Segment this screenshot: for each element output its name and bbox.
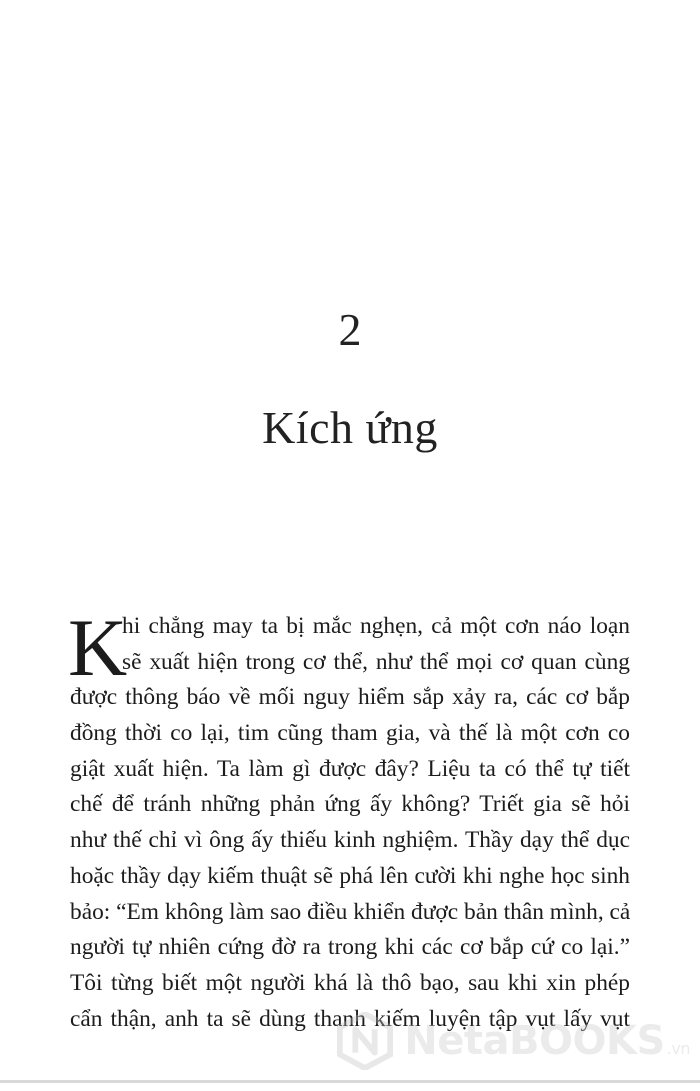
netabooks-logo-icon	[336, 1012, 394, 1070]
watermark	[336, 1010, 690, 1072]
chapter-body	[68, 602, 631, 1037]
chapter-title: Kích ứng	[262, 402, 438, 453]
body-line: như thế chỉ vì ông ấy thiếu kinh nghiệm. Thầy dạy thể dục	[70, 827, 630, 854]
page-bottom-edge	[0, 1080, 700, 1083]
body-line: chế để tránh những phản ứng ấy không? Triết gia sẽ hỏi	[70, 791, 630, 818]
body-line: đồng thời co lại, tim cũng tham gia, và thế là một cơn co	[70, 720, 630, 747]
watermark-text: NetaBOOKS .vn	[404, 1018, 690, 1064]
body-line: bảo: “Em không làm sao điều khiển được bản thân mình, cả	[70, 898, 631, 925]
body-line: hoặc thầy dạy kiếm thuật sẽ phá lên cười khi nghe học sinh	[70, 862, 630, 889]
body-line: giật xuất hiện. Ta làm gì được đây? Liệu ta có thể tự tiết	[70, 755, 630, 782]
body-line: cẩn thận, anh ta sẽ dùng thanh kiếm luyện tập vụt lấy vụt	[70, 1005, 630, 1032]
body-line: hi chẳng may ta bị mắc nghẹn, cả một cơn náo loạn	[122, 613, 630, 639]
body-line: Tôi từng biết một người khá là thô bạo, sau khi xin phép	[70, 969, 630, 996]
body-line: người tự nhiên cứng đờ ra trong khi các cơ bắp cứ co lại.”	[70, 934, 630, 961]
body-line: sẽ xuất hiện trong cơ thể, như thể mọi cơ quan cùng	[122, 648, 630, 675]
drop-cap: K	[68, 602, 128, 693]
body-line: được thông báo về mối nguy hiểm sắp xảy ra, các cơ bắp	[70, 684, 630, 711]
chapter-number: 2	[338, 304, 362, 355]
